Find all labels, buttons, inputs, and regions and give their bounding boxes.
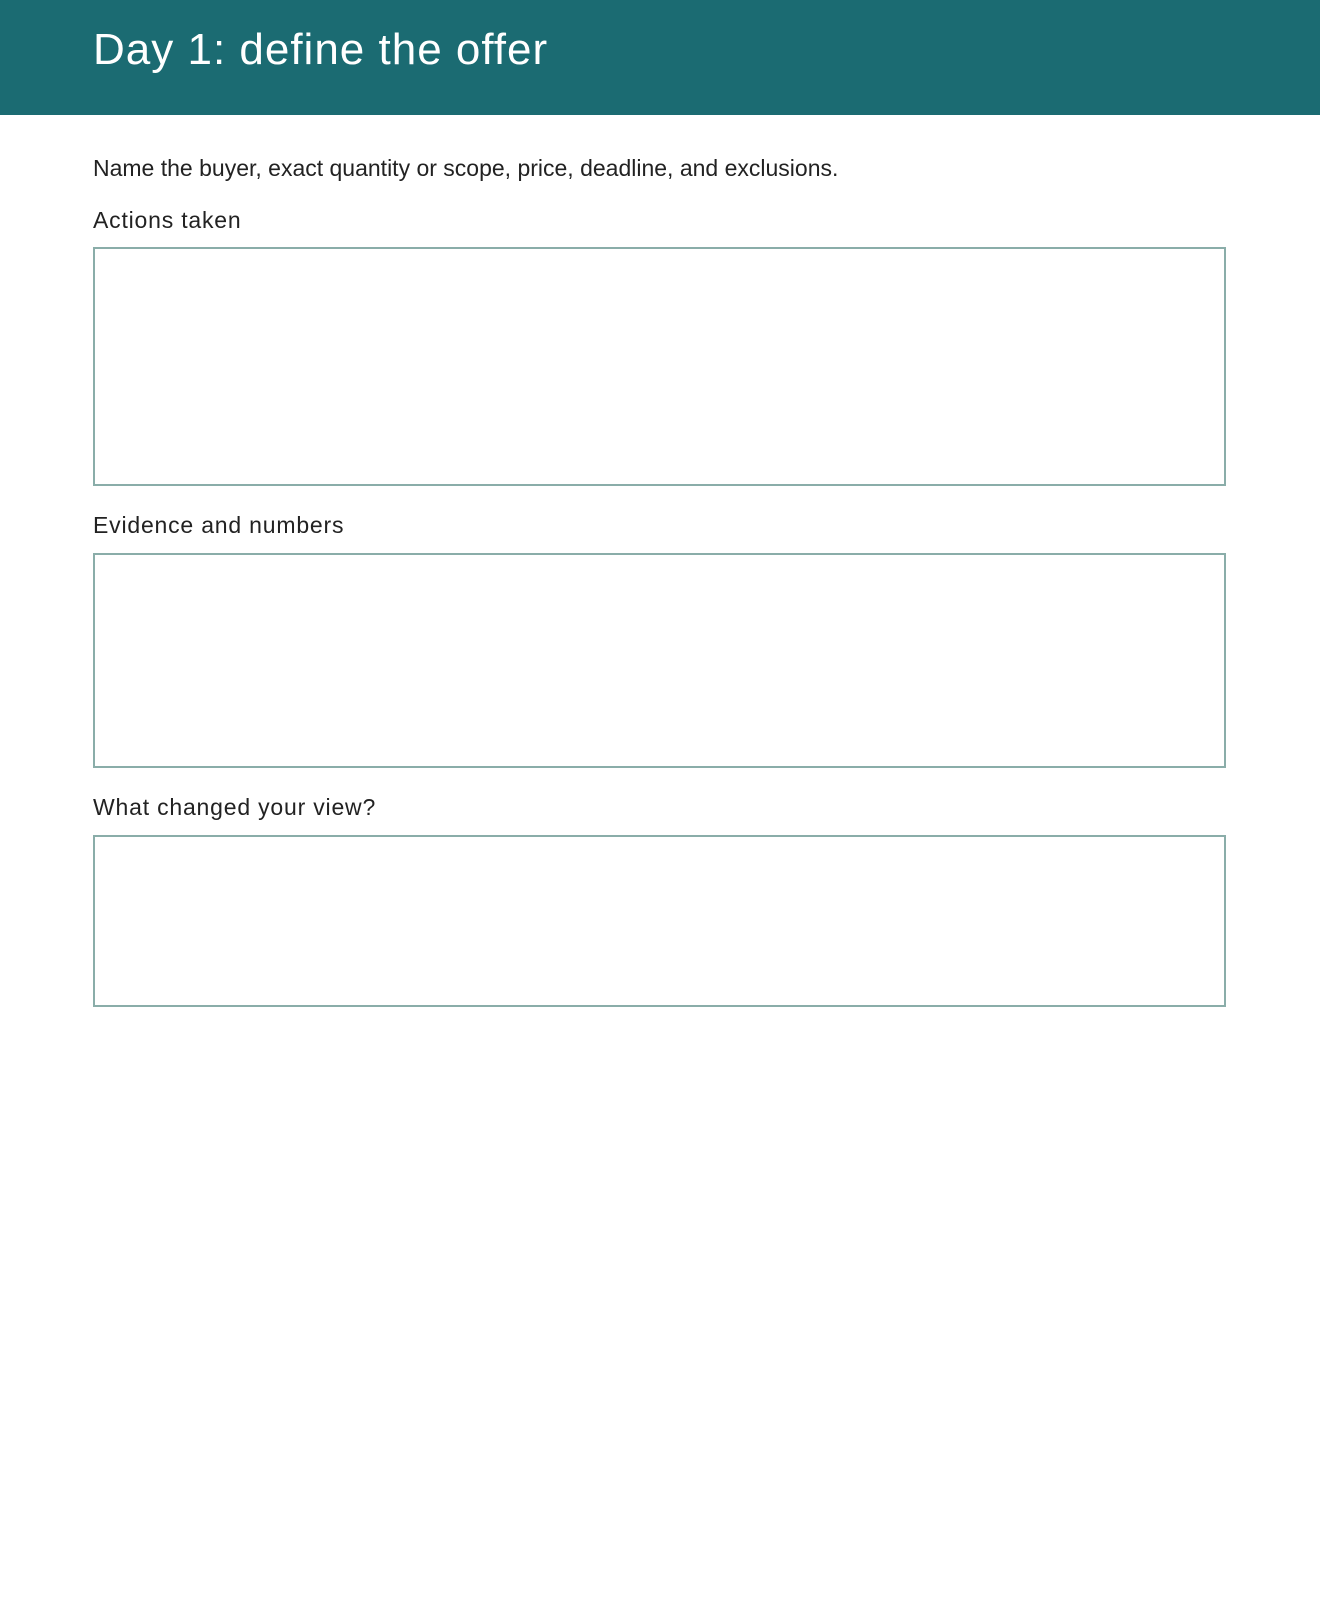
page-title: Day 1: define the offer: [93, 25, 549, 74]
actions-taken-field[interactable]: [93, 247, 1226, 486]
actions-taken-label: Actions taken: [93, 207, 242, 233]
page-header: [0, 0, 1320, 115]
evidence-numbers-label: Evidence and numbers: [93, 512, 345, 538]
what-changed-field[interactable]: [93, 835, 1226, 1007]
instructions-text: Name the buyer, exact quantity or scope, price, deadline, and exclusions.: [93, 155, 839, 181]
evidence-numbers-field[interactable]: [93, 553, 1226, 768]
what-changed-label: What changed your view?: [93, 794, 377, 820]
